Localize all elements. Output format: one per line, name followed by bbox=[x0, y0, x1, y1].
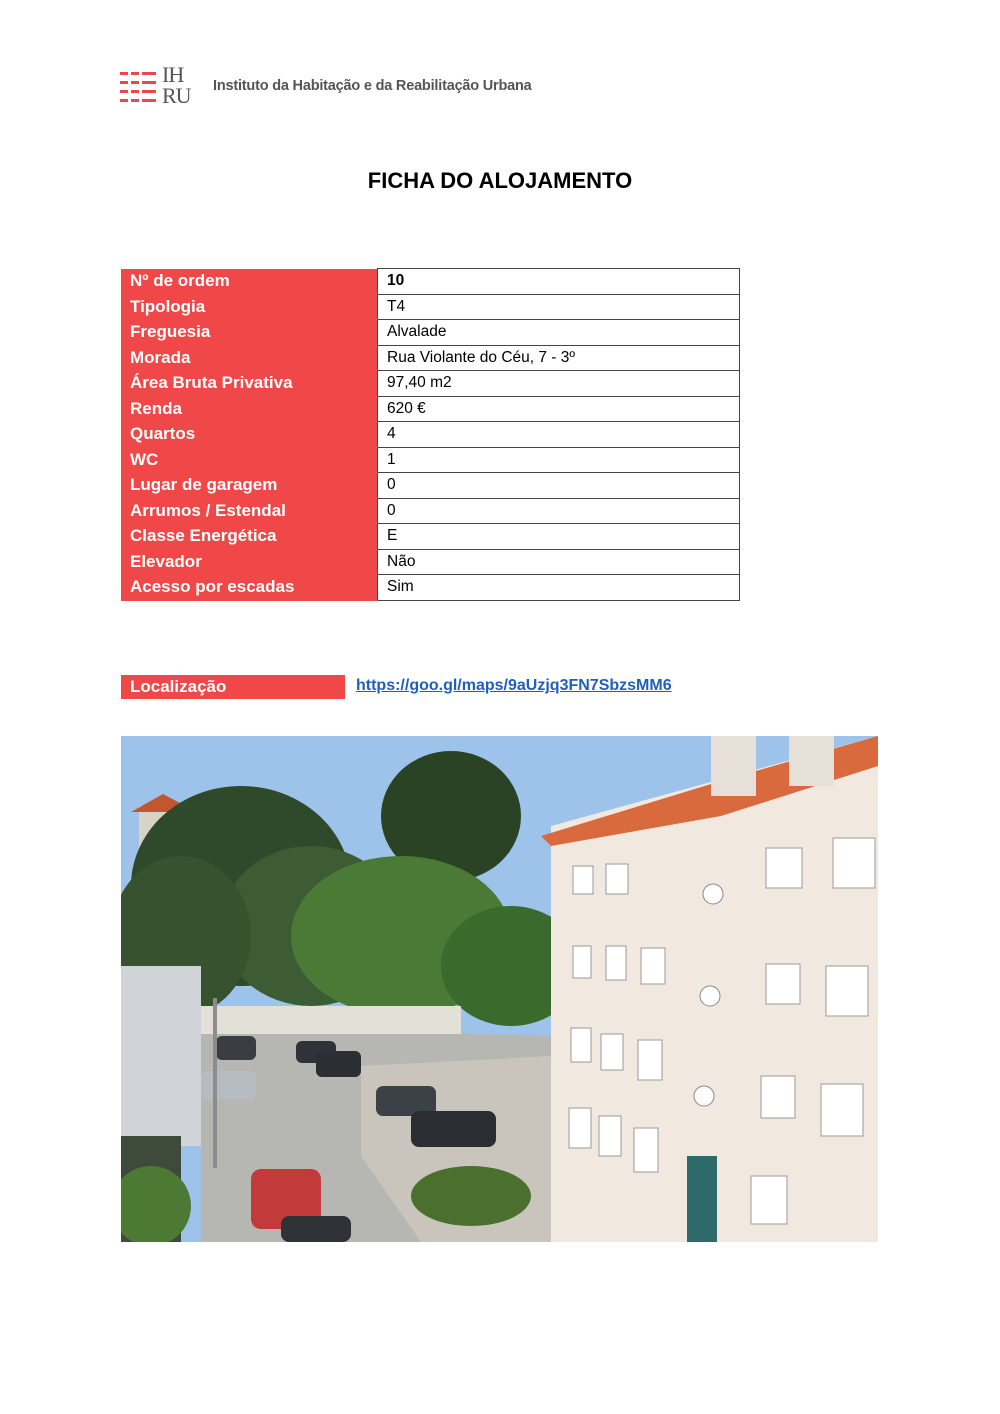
details-row bbox=[121, 575, 740, 601]
details-value: Alvalade bbox=[378, 320, 740, 346]
details-value: T4 bbox=[378, 294, 740, 320]
details-row bbox=[121, 320, 740, 346]
details-label: Área Bruta Privativa bbox=[121, 371, 378, 397]
details-row bbox=[121, 269, 740, 295]
details-value: 10 bbox=[378, 269, 740, 295]
details-value: Sim bbox=[378, 575, 740, 601]
details-label: Tipologia bbox=[121, 294, 378, 320]
details-value: Rua Violante do Céu, 7 - 3º bbox=[378, 345, 740, 371]
logo bbox=[120, 68, 158, 108]
logo-letters-top: IH bbox=[162, 62, 184, 87]
location-link[interactable]: https://goo.gl/maps/9aUzjq3FN7SbzsMM6 bbox=[356, 677, 672, 694]
details-row bbox=[121, 371, 740, 397]
details-value: 1 bbox=[378, 447, 740, 473]
details-value: 97,40 m2 bbox=[378, 371, 740, 397]
details-value: E bbox=[378, 524, 740, 550]
details-row bbox=[121, 498, 740, 524]
details-value: 0 bbox=[378, 473, 740, 499]
details-label: Nº de ordem bbox=[121, 269, 378, 295]
organization-name: Instituto da Habitação e da Reabilitação Urbana bbox=[213, 78, 532, 94]
details-value: 0 bbox=[378, 498, 740, 524]
details-row bbox=[121, 396, 740, 422]
details-label: Acesso por escadas bbox=[121, 575, 378, 601]
details-label: Quartos bbox=[121, 422, 378, 448]
details-row bbox=[121, 447, 740, 473]
logo-letters-bottom: RU bbox=[162, 83, 191, 108]
details-value: 4 bbox=[378, 422, 740, 448]
details-row bbox=[121, 524, 740, 550]
details-label: Arrumos / Estendal bbox=[121, 498, 378, 524]
details-row bbox=[121, 473, 740, 499]
details-row bbox=[121, 345, 740, 371]
details-label: Lugar de garagem bbox=[121, 473, 378, 499]
location-label: Localização bbox=[121, 675, 345, 699]
logo-dashes-icon bbox=[120, 69, 158, 107]
page-title: FICHA DO ALOJAMENTO bbox=[367, 168, 633, 193]
details-label: Freguesia bbox=[121, 320, 378, 346]
details-row bbox=[121, 549, 740, 575]
details-row bbox=[121, 422, 740, 448]
details-label: Renda bbox=[121, 396, 378, 422]
details-label: Morada bbox=[121, 345, 378, 371]
logo-mark bbox=[162, 64, 202, 112]
details-label: Elevador bbox=[121, 549, 378, 575]
details-table bbox=[121, 268, 740, 601]
details-value: Não bbox=[378, 549, 740, 575]
details-value: 620 € bbox=[378, 396, 740, 422]
details-row bbox=[121, 294, 740, 320]
details-label: Classe Energética bbox=[121, 524, 378, 550]
details-label: WC bbox=[121, 447, 378, 473]
building-photo bbox=[121, 736, 878, 1242]
